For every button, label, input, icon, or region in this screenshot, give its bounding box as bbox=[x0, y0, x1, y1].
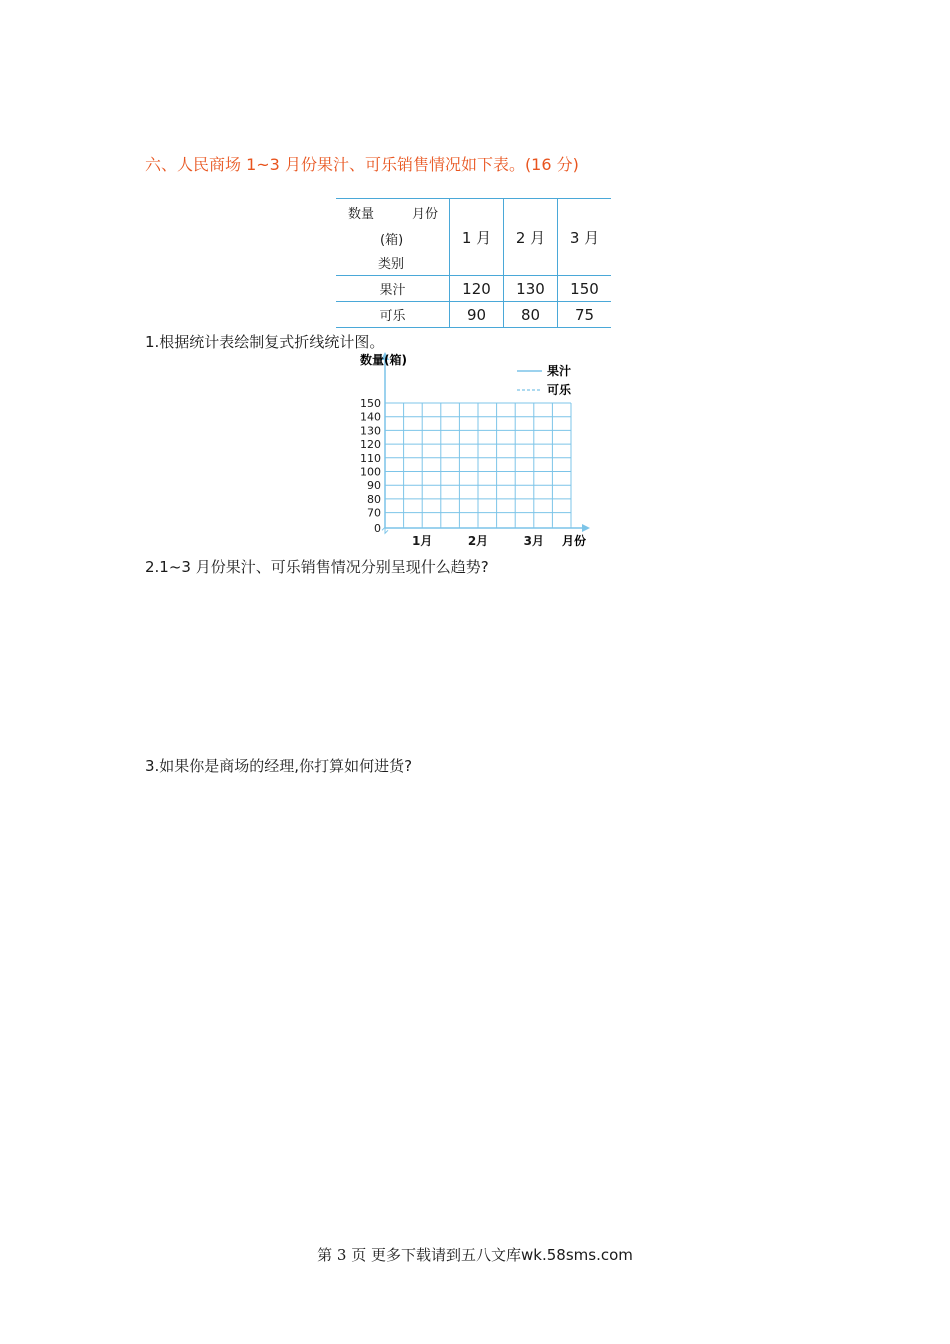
y-tick-labels bbox=[360, 397, 381, 535]
y-tick-label: 70 bbox=[367, 506, 381, 520]
section-title: 六、人民商场 1~3 月份果汁、可乐销售情况如下表。(16 分) bbox=[145, 155, 579, 174]
line-chart bbox=[352, 346, 602, 551]
month-header: 3 月 bbox=[558, 199, 612, 276]
question-2: 2.1~3 月份果汁、可乐销售情况分别呈现什么趋势? bbox=[145, 558, 489, 576]
y-tick-label: 120 bbox=[360, 438, 381, 452]
question-1: 1.根据统计表绘制复式折线统计图。 bbox=[145, 333, 385, 351]
header-month: 月份 bbox=[412, 207, 439, 222]
row-label: 果汁 bbox=[336, 276, 450, 302]
chart-axes bbox=[381, 352, 590, 532]
y-tick-label: 90 bbox=[367, 479, 381, 493]
chart-grid bbox=[382, 403, 571, 533]
month-header: 2 月 bbox=[504, 199, 558, 276]
y-tick-label: 110 bbox=[360, 451, 381, 465]
x-tick-label: 2月 bbox=[467, 534, 489, 548]
legend-label: 可乐 bbox=[547, 383, 572, 397]
y-tick-label: 140 bbox=[360, 410, 381, 424]
header-category: 类别 bbox=[378, 257, 405, 272]
y-tick-label: 100 bbox=[360, 465, 381, 479]
x-axis-label: 月份 bbox=[562, 534, 587, 548]
footer-page: 第 3 页 bbox=[317, 1246, 367, 1264]
y-tick-label: 150 bbox=[360, 397, 381, 410]
page-footer bbox=[0, 1244, 950, 1265]
table-cell: 80 bbox=[504, 302, 558, 328]
table-row bbox=[336, 276, 611, 302]
y-tick-label: 0 bbox=[374, 522, 381, 535]
question-3: 3.如果你是商场的经理,你打算如何进货? bbox=[145, 757, 413, 775]
footer-site: wk.58sms.com bbox=[521, 1246, 633, 1264]
table-cell: 75 bbox=[558, 302, 612, 328]
table-cell: 120 bbox=[450, 276, 504, 302]
x-tick-labels bbox=[412, 534, 544, 548]
sales-table bbox=[336, 198, 611, 328]
table-cell: 130 bbox=[504, 276, 558, 302]
table-row bbox=[336, 302, 611, 328]
row-label: 可乐 bbox=[336, 302, 450, 328]
y-tick-label: 80 bbox=[367, 492, 381, 506]
header-unit: (箱) bbox=[380, 233, 404, 248]
chart-legend bbox=[517, 363, 572, 397]
x-tick-label: 1月 bbox=[412, 534, 433, 548]
table-cell: 90 bbox=[450, 302, 504, 328]
header-quantity: 数量 bbox=[348, 207, 375, 222]
table-header-cell bbox=[336, 199, 450, 276]
x-axis-arrow-icon bbox=[582, 524, 590, 532]
legend-label: 果汁 bbox=[547, 364, 572, 378]
x-tick-label: 3月 bbox=[523, 534, 544, 548]
y-tick-label: 130 bbox=[360, 424, 381, 438]
table-cell: 150 bbox=[558, 276, 612, 302]
y-axis-label: 数量(箱) bbox=[360, 353, 407, 367]
footer-more: 更多下载请到五八文库 bbox=[371, 1246, 522, 1264]
month-header: 1 月 bbox=[450, 199, 504, 276]
